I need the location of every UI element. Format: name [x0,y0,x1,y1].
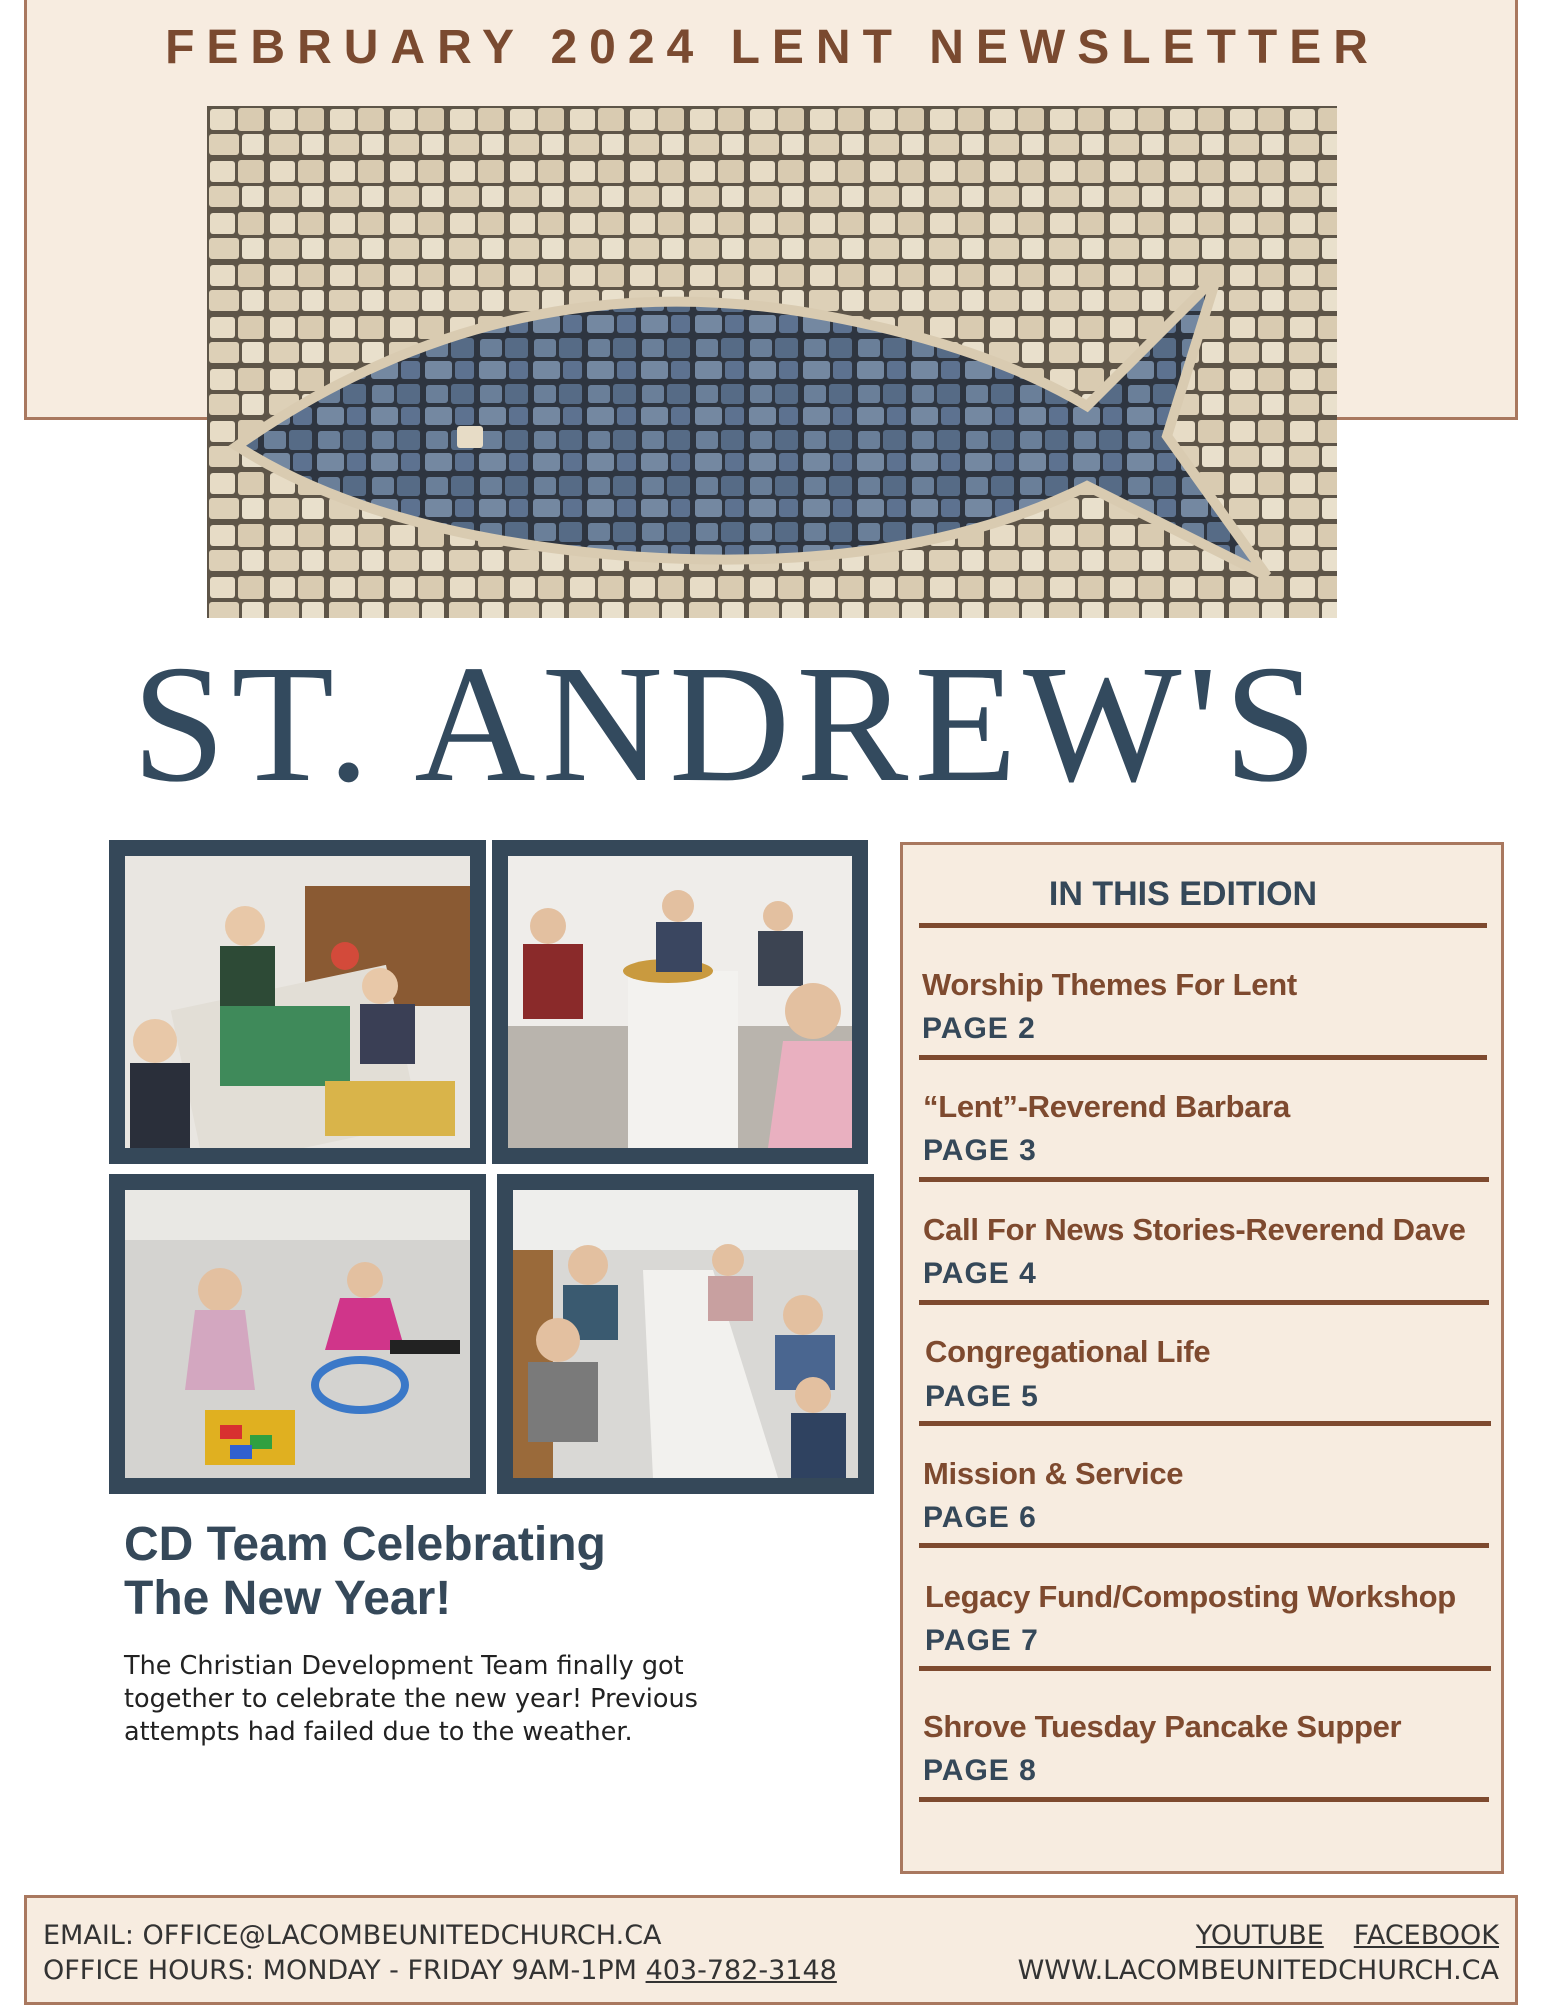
toc-divider [919,1177,1489,1182]
story-body-line-1: The Christian Development Team finally got [124,1651,684,1681]
newsletter-title: FEBRUARY 2024 LENT NEWSLETTER [165,21,1380,74]
toc-item-title[interactable]: Mission & Service [923,1456,1184,1491]
toc-divider [919,1666,1491,1671]
toc-divider [919,1543,1489,1548]
church-name-masthead: ST. ANDREW'S [132,631,1324,817]
toc-divider [919,1421,1491,1426]
footer-social-line [1018,1918,1499,1953]
footer-contact-info [43,1918,837,1988]
toc-item-title[interactable]: Worship Themes For Lent [922,967,1297,1002]
in-this-edition-panel [900,842,1504,1874]
youtube-link[interactable]: YOUTUBE [1195,1920,1324,1951]
website-link[interactable]: WWW.LACOMBEUNITEDCHURCH.CA [1017,1955,1499,1986]
story-headline [124,1518,724,1626]
footer-links [1018,1918,1499,1988]
footer-phone-link[interactable]: 403-782-3148 [645,1955,837,1986]
toc-item-page: PAGE 6 [923,1501,1037,1534]
story-body-line-3: attempts had failed due to the weather. [124,1717,633,1747]
toc-item-page: PAGE 8 [923,1754,1037,1787]
footer-email[interactable]: EMAIL: OFFICE@LACOMBEUNITEDCHURCH.CA [43,1920,662,1951]
toc-item-page: PAGE 5 [925,1380,1039,1413]
facebook-link[interactable]: FACEBOOK [1353,1920,1499,1951]
story-body [124,1650,804,1749]
toc-divider [919,1797,1489,1802]
fish-mosaic-image [207,106,1337,618]
toc-item-title[interactable]: “Lent”-Reverend Barbara [923,1089,1290,1124]
story-headline-line-2: The New Year! [124,1572,452,1625]
footer-office-hours: OFFICE HOURS: MONDAY - FRIDAY 9AM-1PM [43,1955,637,1986]
toc-item-page: PAGE 2 [922,1012,1036,1045]
toc-divider [919,1055,1487,1060]
toc-item-title[interactable]: Shrove Tuesday Pancake Supper [923,1709,1402,1744]
toc-heading: IN THIS EDITION [1048,875,1318,913]
toc-item-page: PAGE 7 [925,1624,1039,1657]
story-body-line-2: together to celebrate the new year! Previous [124,1684,698,1714]
toc-item-title[interactable]: Legacy Fund/Composting Workshop [925,1579,1456,1614]
story-headline-line-1: CD Team Celebrating [124,1518,606,1571]
contact-footer [24,1895,1518,2005]
photo-crokinole-table [492,840,868,1164]
footer-hours-line [43,1953,837,1988]
toc-item-title[interactable]: Congregational Life [925,1334,1211,1369]
toc-divider [919,1300,1489,1305]
toc-item-page: PAGE 4 [923,1257,1037,1290]
toc-divider [919,923,1487,928]
photo-dominoes-table [497,1174,874,1494]
toc-item-page: PAGE 3 [923,1134,1037,1167]
photo-board-games [109,840,486,1164]
toc-item-title[interactable]: Call For News Stories-Reverend Dave [923,1212,1466,1247]
photo-lego-play [109,1174,486,1494]
